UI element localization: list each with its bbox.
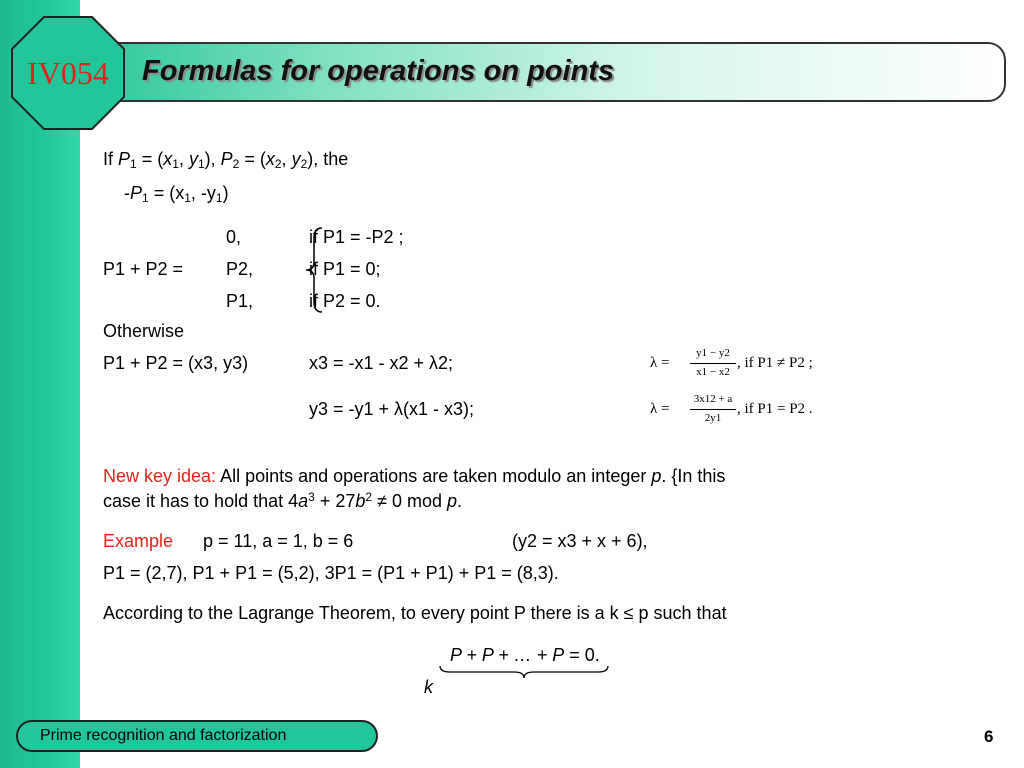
case-cond-3: if P2 = 0. xyxy=(309,291,381,311)
otherwise-label: Otherwise xyxy=(103,321,185,341)
example-curve: (y2 = x3 + x + 6), xyxy=(512,531,648,551)
example-label: Example xyxy=(103,531,174,551)
example-computations: P1 = (2,7), P1 + P1 = (5,2), 3P1 = (P1 + P1) + P1 = (8,3). xyxy=(103,563,559,583)
lagrange-line: According to the Lagrange Theorem, to every point P there is a k ≤ p such that xyxy=(103,603,727,623)
page-number: 6 xyxy=(984,727,994,746)
sum-line: P1 + P2 = (x3, y3) xyxy=(103,353,249,373)
case-value-1: 0, xyxy=(226,227,242,247)
intro-line: If $P_1 = (x_1$, $y_1$), $P_2 = (x_2$, $y_2$), the xyxy=(103,149,349,171)
page-title: Formulas for operations on points xyxy=(142,55,615,87)
sum-k-expression: P + P + … + P = 0. xyxy=(450,645,600,665)
footer-label: Prime recognition and factorization xyxy=(16,720,378,752)
case-cond-2: if P1 = 0; xyxy=(309,259,381,279)
negation-line: $-P_1 = (x_1$, $-y_1$) xyxy=(124,183,229,205)
cases-lhs: P1 + P2 = xyxy=(103,259,184,279)
k-label: k xyxy=(424,677,433,697)
logo-text: IV054 xyxy=(27,55,109,91)
x3-formula: x3 = -x1 - x2 + λ2; xyxy=(309,353,454,373)
underbrace xyxy=(438,664,610,680)
case-value-3: P1, xyxy=(226,291,254,311)
key-idea-line-1: New key idea: All points and operations are taken modulo an integer p. {In this xyxy=(103,466,726,486)
key-idea-label: New key idea: xyxy=(103,466,217,486)
example-params: p = 11, a = 1, b = 6 xyxy=(203,531,354,551)
y3-formula: y3 = -y1 + λ(x1 - x3); xyxy=(309,399,475,419)
case-value-2: P2, xyxy=(226,259,254,279)
case-cond-1: if P1 = -P2 ; xyxy=(309,227,404,247)
key-idea-line-2: case it has to hold that $4a^3 + 27b^2 \ne 0$ mod p. xyxy=(103,490,463,511)
